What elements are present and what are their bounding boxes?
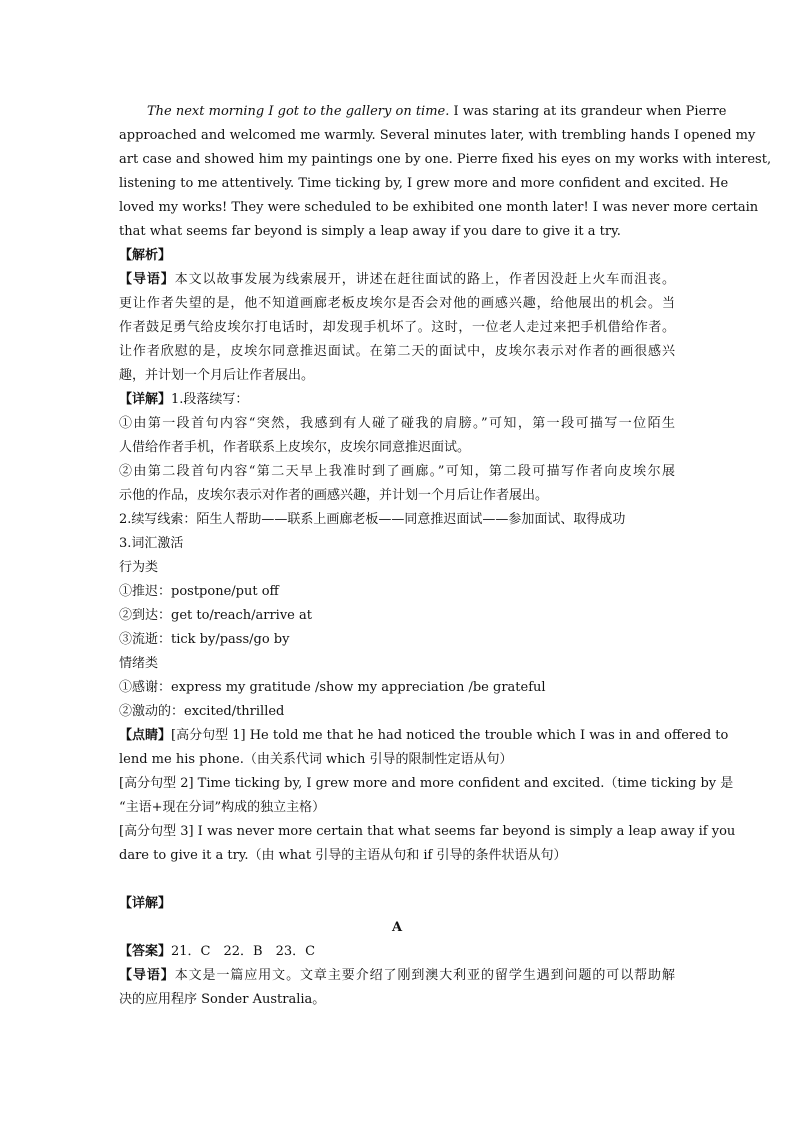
intro-line-2: 更让作者失望的是，他不知道画廊老板皮埃尔是否会对他的画感兴趣，给他展出的机会。当 <box>119 296 675 311</box>
document-page <box>119 100 772 1012</box>
passage-line-5: loved my works! They were scheduled to be exhibited one month later! I was never more certain <box>119 200 759 215</box>
intro-line-4: 让作者欣慰的是，皮埃尔同意推迟面试。在第二天的面试中，皮埃尔表示对作者的画很感兴 <box>119 344 675 359</box>
intro2-label: 【导语】 <box>119 968 175 983</box>
vocab-emotion-2: ②激动的：excited/thrilled <box>119 704 285 719</box>
intro-label: 【导语】 <box>119 272 175 287</box>
highlight-line-3: [高分句型 2] Time ticking by, I grew more and more confident and excited.（time ticking by 是 <box>119 776 734 791</box>
vocab-item-1: ①推迟：postpone/put off <box>119 584 279 599</box>
vocab-category-behavior: 行为类 <box>119 560 159 575</box>
detail-p1-line-1: ①由第一段首句内容“突然，我感到有人碰了碰我的肩膀。”可知，第一段可描写一位陌生 <box>119 416 675 431</box>
detail-p1-line-2: 人借给作者手机，作者联系上皮埃尔，皮埃尔同意推迟面试。 <box>119 440 471 455</box>
detail-item-3: 3.词汇激活 <box>119 536 184 551</box>
spacer <box>119 868 675 892</box>
highlight-line-4: “主语+现在分词”构成的独立主格） <box>119 800 326 815</box>
detail-item-2: 2.续写线索：陌生人帮助——联系上画廊老板——同意推迟面试——参加面试、取得成功 <box>119 512 626 527</box>
vocab-item-2: ②到达：get to/reach/arrive at <box>119 608 312 623</box>
detail-p2-line-1: ②由第二段首句内容“第二天早上我准时到了画廊。”可知，第二段可描写作者向皮埃尔展 <box>119 464 675 479</box>
intro2-line-2: 决的应用程序 Sonder Australia。 <box>119 992 326 1007</box>
passage-line-4: listening to me attentively. Time ticking by, I grew more and more confident and excited. He <box>119 176 729 191</box>
answer-label: 【答案】 <box>119 944 172 959</box>
detail-label: 【详解】 <box>119 392 172 407</box>
vocab-emotion-1: ①感谢：express my gratitude /show my appreciation /be grateful <box>119 680 546 695</box>
passage-line-2: approached and welcomed me warmly. Several minutes later, with trembling hands I opened my <box>119 128 756 143</box>
passage-line-3: art case and showed him my paintings one by one. Pierre fixed his eyes on my works with interest, <box>119 152 772 167</box>
intro-line-1: 【导语】本文以故事发展为线索展开，讲述在赶往面试的路上，作者因没赶上火车而沮丧。 <box>119 272 675 287</box>
answer-line <box>119 940 675 964</box>
answer-text: 21．C 22．B 23．C <box>171 944 316 959</box>
intro2-line-1: 【导语】本文是一篇应用文。文章主要介绍了刚到澳大利亚的留学生遇到问题的可以帮助解 <box>119 968 675 983</box>
passage-line-1: The next morning I got to the gallery on time. I was staring at its grandeur when Pierre <box>147 104 727 119</box>
highlight-line-6: dare to give it a try.（由 what 引导的主语从句和 if 引导的条件状语从句） <box>119 848 567 863</box>
vocab-category-emotion: 情绪类 <box>119 656 159 671</box>
highlight-line-5: [高分句型 3] I was never more certain that what seems far beyond is simply a leap away if you <box>119 824 736 839</box>
highlight-line-1: 【点睛】[高分句型 1] He told me that he had noticed the trouble which I was in and offered to <box>119 728 729 743</box>
passage-italic-sentence: The next morning I got to the gallery on time. <box>147 104 450 119</box>
vocab-item-3: ③流逝：tick by/pass/go by <box>119 632 290 647</box>
highlight-label: 【点睛】 <box>119 728 172 743</box>
analysis-heading: 【解析】 <box>119 248 172 263</box>
intro-line-3: 作者鼓足勇气给皮埃尔打电话时，却发现手机坏了。这时，一位老人走过来把手机借给作者。 <box>119 320 675 335</box>
passage-line-6: that what seems far beyond is simply a leap away if you dare to give it a try. <box>119 224 621 239</box>
detail2-heading: 【详解】 <box>119 896 172 911</box>
detail-p2-line-2: 示他的作品，皮埃尔表示对作者的画感兴趣，并计划一个月后让作者展出。 <box>119 488 549 503</box>
section-letter: A <box>391 920 403 935</box>
highlight-line-2: lend me his phone.（由关系代词 which 引导的限制性定语从句） <box>119 752 513 767</box>
intro-line-5: 趣，并计划一个月后让作者展出。 <box>119 368 315 383</box>
detail-heading-line: 【详解】1.段落续写： <box>119 392 249 407</box>
